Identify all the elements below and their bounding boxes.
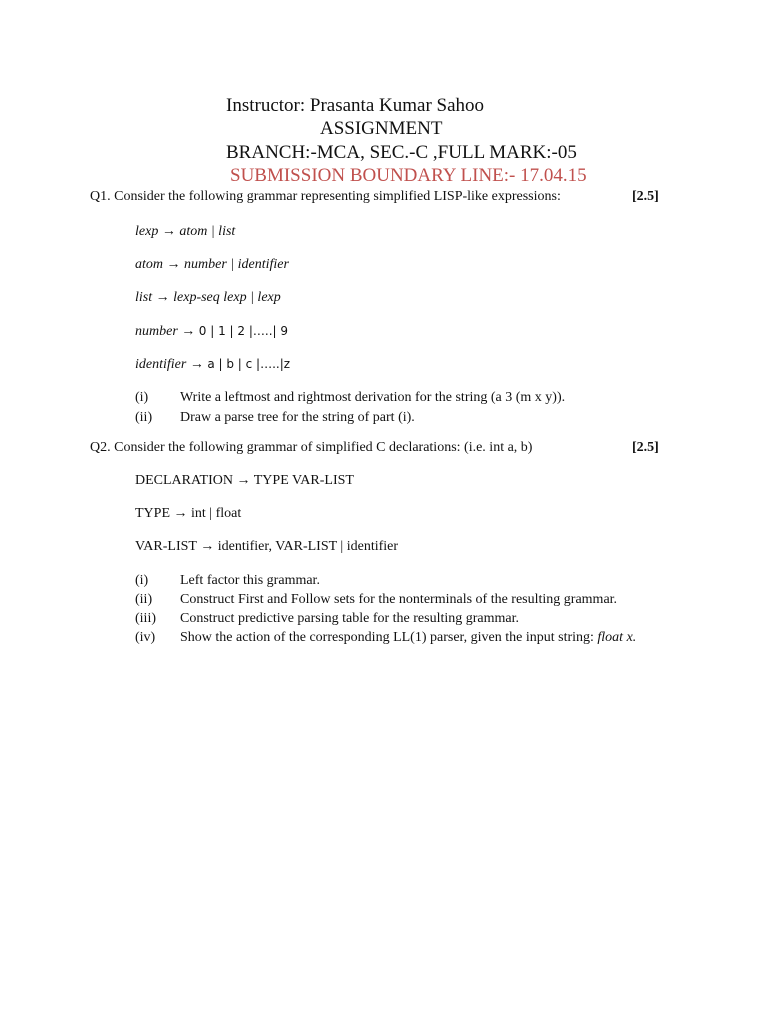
part-number: (ii) [135,410,153,425]
assignment-title: ASSIGNMENT [320,118,443,139]
grammar-rule-declaration: DECLARATION → TYPE VAR-LIST [135,473,354,488]
rule-lhs: atom [135,257,163,272]
instructor-line: Instructor: Prasanta Kumar Sahoo [226,95,485,116]
q2-part-item [135,572,695,589]
part-number: (iv) [135,630,156,645]
grammar-rule-number [135,323,288,340]
submission-deadline: SUBMISSION BOUNDARY LINE:- 17.04.15 [230,165,587,186]
part-number: (i) [135,390,149,405]
part-number: (i) [135,573,149,588]
q2-part-item [135,610,695,627]
q1-part-item [135,389,695,406]
q2-part-item [135,629,735,646]
rule-lhs: lexp [135,224,159,239]
grammar-rule-list [135,289,281,306]
rule-rhs: 0 | 1 | 2 |…..| 9 [198,324,289,338]
q2-part-item [135,591,695,608]
rule-rhs: a | b | c |…..|z [207,357,291,371]
grammar-rule-varlist: VAR-LIST → identifier, VAR-LIST | identifier [135,539,399,554]
grammar-rule-lexp [135,223,235,240]
arrow-icon: → [155,290,170,305]
arrow-icon: → [189,357,204,372]
rule-lhs: list [135,290,153,305]
grammar-rule-type: TYPE → int | float [135,506,242,521]
part-text: Write a leftmost and rightmost derivation for the string (a 3 (m x y)). [180,390,566,405]
q1-question: Q1. Consider the following grammar representing simplified LISP-like expressions: [90,189,561,204]
part-text: Draw a parse tree for the string of part (i). [180,410,415,425]
arrow-icon: → [166,257,181,272]
part-text [180,629,636,646]
part-text-emphasis: float x. [597,630,637,645]
rule-rhs: atom | list [179,224,236,239]
q2-question: Q2. Consider the following grammar of simplified C declarations: (i.e. int a, b) [90,440,533,455]
grammar-rule-identifier [135,356,290,373]
branch-line: BRANCH:-MCA, SEC.-C ,FULL MARK:-05 [226,142,577,163]
part-text: Construct First and Follow sets for the nonterminals of the resulting grammar. [180,592,618,607]
q2-marks: [2.5] [632,440,659,455]
arrow-icon: → [161,224,176,239]
arrow-icon: → [181,324,196,339]
q1-marks: [2.5] [632,189,659,204]
part-text: Construct predictive parsing table for the resulting grammar. [180,611,520,626]
part-number: (iii) [135,611,156,626]
rule-rhs: number | identifier [184,257,289,272]
part-text: Left factor this grammar. [180,573,320,588]
part-text-main: Show the action of the corresponding LL(1) parser, given the input string: [180,630,598,645]
grammar-rule-atom [135,256,289,273]
q1-part-item [135,409,695,426]
rule-lhs: identifier [135,357,187,372]
part-number: (ii) [135,592,153,607]
rule-lhs: number [135,324,178,339]
rule-rhs: lexp-seq lexp | lexp [173,290,281,305]
